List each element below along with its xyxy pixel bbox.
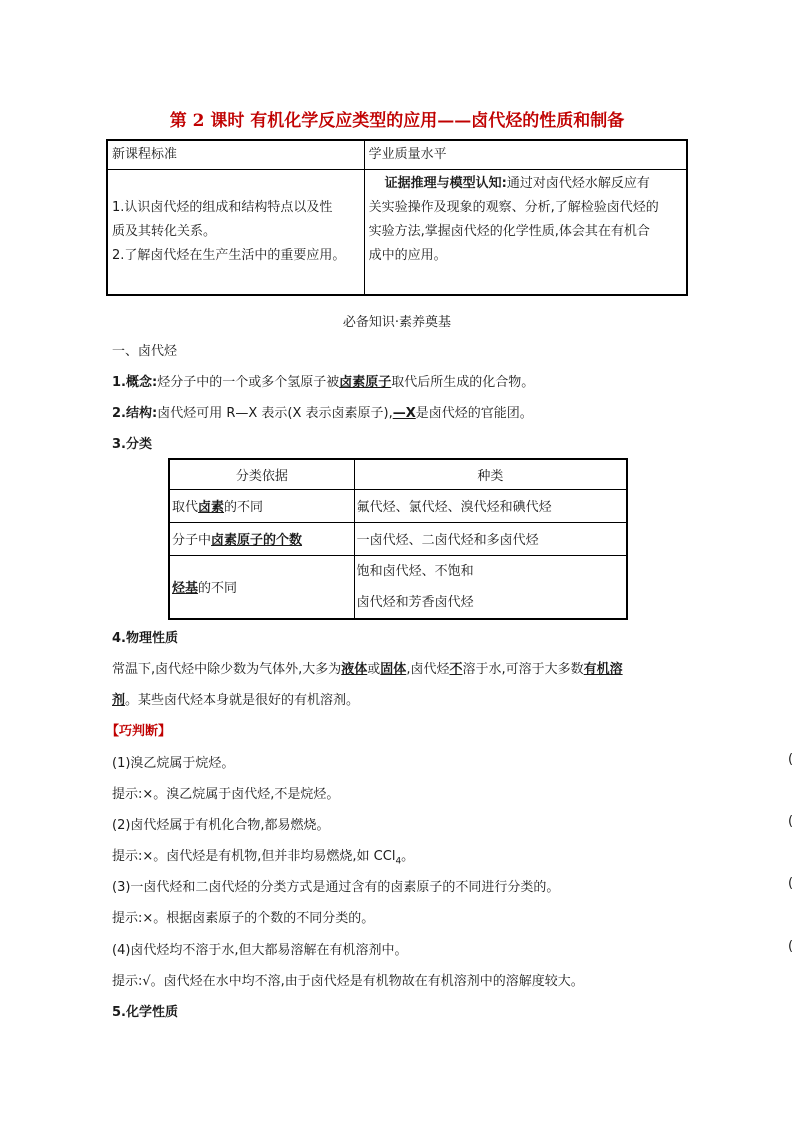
class-header-basis: 分类依据 [169, 459, 354, 489]
standards-right-cell [364, 170, 687, 296]
classification-heading: 3.分类 [112, 437, 152, 452]
judge-a2-end: 。 [401, 849, 415, 864]
phys-k4: 有机溶 [583, 662, 623, 677]
standards-header-right: 学业质量水平 [364, 140, 687, 170]
classification-table [168, 458, 628, 620]
physical-line-1 [112, 658, 623, 677]
row1-b: 的不同 [224, 500, 264, 515]
judge-q2: (2)卤代烃属于有机化合物,都易燃烧。 [112, 818, 330, 833]
row1-key: 卤素 [198, 500, 225, 515]
judge-q4: (4)卤代烃均不溶于水,但大都易溶解在有机溶剂中。 [112, 943, 408, 958]
row2-key: 卤素原子的个数 [211, 533, 303, 548]
phys-k5: 剂 [112, 693, 126, 708]
structure-text-a: 卤代烃可用 R—X 表示(X 表示卤素原子), [157, 406, 393, 421]
standards-header-left: 新课程标准 [107, 140, 364, 170]
standard-item-1a: 1.认识卤代烃的组成和结构特点以及性 [112, 200, 333, 215]
concept-line [112, 371, 534, 390]
row2-a: 分子中 [172, 533, 212, 548]
concept-label: 1.概念: [112, 375, 158, 390]
judge-a1: 提示:×。溴乙烷属于卤代烃,不是烷烃。 [112, 787, 340, 802]
phys-c: ,卤代烃 [406, 662, 450, 677]
standard-item-2: 2.了解卤代烃在生产生活中的重要应用。 [112, 248, 346, 263]
judge-paren-3: ( [788, 876, 794, 891]
structure-key: —X [392, 406, 416, 421]
judge-q3: (3)一卤代烃和二卤代烃的分类方式是通过含有的卤素原子的不同进行分类的。 [112, 880, 560, 895]
physical-heading: 4.物理性质 [112, 631, 178, 646]
structure-label: 2.结构: [112, 406, 158, 421]
phys-b: 或 [367, 662, 381, 677]
judge-q1: (1)溴乙烷属于烷烃。 [112, 756, 235, 771]
phys-k1: 液体 [341, 662, 368, 677]
concept-text-b: 取代后所生成的化合物。 [391, 375, 535, 390]
class-header-types: 种类 [354, 459, 627, 489]
standards-table [106, 139, 688, 296]
part1-heading: 一、卤代烃 [112, 344, 178, 359]
class-row2-types: 一卤代烃、二卤代烃和多卤代烃 [354, 522, 627, 555]
quality-line-1: 通过对卤代烃水解反应有 [506, 176, 650, 191]
class-row1-types: 氟代烃、氯代烃、溴代烃和碘代烃 [354, 489, 627, 522]
structure-line [112, 402, 533, 421]
judge-heading: 【巧判断】 [106, 724, 172, 739]
judge-a4: 提示:√。卤代烃在水中均不溶,由于卤代烃是有机物故在有机溶剂中的溶解度较大。 [112, 974, 584, 989]
structure-text-b: 是卤代烃的官能团。 [415, 406, 533, 421]
judge-paren-4: ( [788, 939, 794, 954]
phys-a: 常温下,卤代烃中除少数为气体外,大多为 [112, 662, 342, 677]
phys-d: 溶于水,可溶于大多数 [462, 662, 584, 677]
quality-bold-label: 证据推理与模型认知: [384, 176, 507, 191]
section-heading: 必备知识·素养奠基 [342, 315, 452, 330]
phys-k2: 固体 [380, 662, 407, 677]
quality-line-2: 关实验操作及现象的观察、分析,了解检验卤代烃的 [368, 200, 659, 215]
concept-key: 卤素原子 [339, 375, 392, 390]
row3-types-line2: 卤代烃和芳香卤代烃 [356, 594, 474, 610]
class-row1-basis [169, 489, 354, 522]
judge-a2 [112, 845, 414, 867]
physical-line-2 [112, 689, 359, 708]
judge-paren-1: ( [788, 752, 794, 767]
page-title: 第 2 课时 有机化学反应类型的应用——卤代烃的性质和制备 [169, 111, 625, 131]
standard-item-1b: 质及其转化关系。 [112, 224, 217, 239]
standards-left-cell [107, 170, 364, 296]
phys-k3: 不 [449, 662, 463, 677]
row1-a: 取代 [172, 500, 199, 515]
class-row3-basis [169, 555, 354, 619]
row3-key: 烃基 [172, 581, 199, 596]
phys-p2: 。某些卤代烃本身就是很好的有机溶剂。 [125, 693, 360, 708]
quality-line-3: 实验方法,掌握卤代烃的化学性质,体会其在有机合 [368, 224, 650, 239]
class-row3-types [354, 555, 627, 619]
chemical-heading: 5.化学性质 [112, 1005, 178, 1020]
row3-b: 的不同 [198, 581, 238, 596]
judge-a3: 提示:×。根据卤素原子的个数的不同分类的。 [112, 911, 375, 926]
quality-line-4: 成中的应用。 [368, 248, 447, 263]
row3-types-line1: 饱和卤代烃、不饱和 [356, 563, 474, 579]
judge-a2-sub: 4 [395, 856, 402, 867]
judge-a2-text: 提示:×。卤代烃是有机物,但并非均易燃烧,如 CCl [112, 849, 396, 864]
class-row2-basis [169, 522, 354, 555]
judge-paren-2: ( [788, 814, 794, 829]
concept-text-a: 烃分子中的一个或多个氢原子被 [157, 375, 340, 390]
